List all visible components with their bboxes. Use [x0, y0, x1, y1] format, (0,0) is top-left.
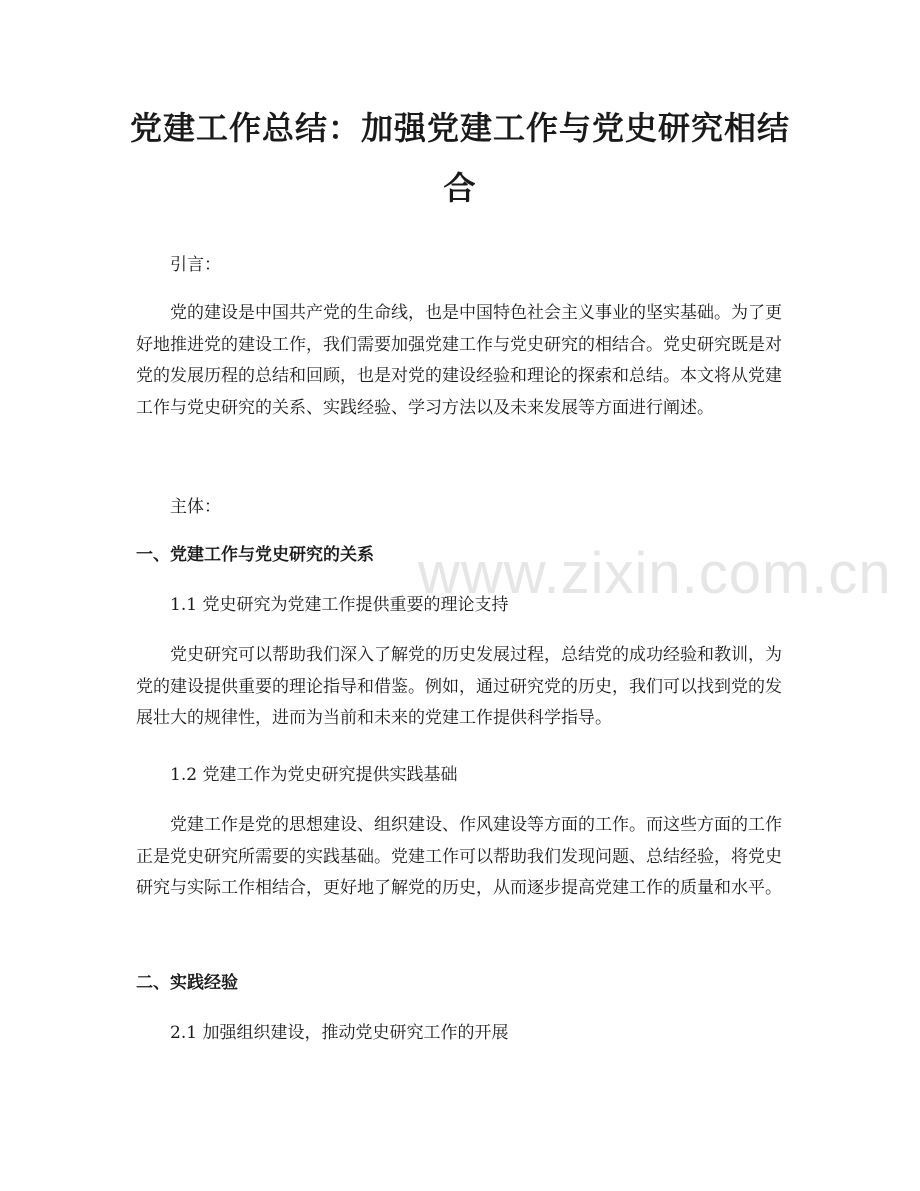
watermark: www.zixin.com.cn — [418, 541, 892, 606]
subsection-paragraph: 党史研究可以帮助我们深入了解党的历史发展过程，总结党的成功经验和教训，为党的建设提供重要的理论指导和借鉴。例如，通过研究党的历史，我们可以找到党的发展壮大的规律性，进而为当前和未来的党建工作提供科学指导。 — [136, 645, 782, 728]
subsection-paragraph: 党建工作是党的思想建设、组织建设、作风建设等方面的工作。而这些方面的工作正是党史研究所需要的实践基础。党建工作可以帮助我们发现问题、总结经验，将党史研究与实际工作相结合，更好地了解党的历史，从而逐步提高党建工作的质量和水平。 — [136, 815, 782, 898]
intro-label: 引言： — [170, 255, 221, 275]
document-title: 党建工作总结：加强党建工作与党史研究相结合 — [130, 109, 791, 207]
intro-paragraph: 党的建设是中国共产党的生命线，也是中国特色社会主义事业的坚实基础。为了更好地推进党的建设工作，我们需要加强党建工作与党史研究的相结合。党史研究既是对党的发展历程的总结和回顾，也是对党的建设经验和理论的探索和总结。本文将从党建工作与党史研究的关系、实践经验、学习方法以及未来发展等方面进行阐述。 — [136, 303, 782, 418]
subsection-title: 1.1 党史研究为党建工作提供重要的理论支持 — [170, 595, 509, 615]
subsection-title: 1.2 党建工作为党史研究提供实践基础 — [170, 765, 458, 785]
section-heading: 二、实践经验 — [136, 973, 238, 993]
body-label: 主体： — [170, 497, 221, 517]
subsection-title: 2.1 加强组织建设，推动党史研究工作的开展 — [170, 1023, 509, 1043]
section-heading: 一、党建工作与党史研究的关系 — [136, 545, 374, 565]
